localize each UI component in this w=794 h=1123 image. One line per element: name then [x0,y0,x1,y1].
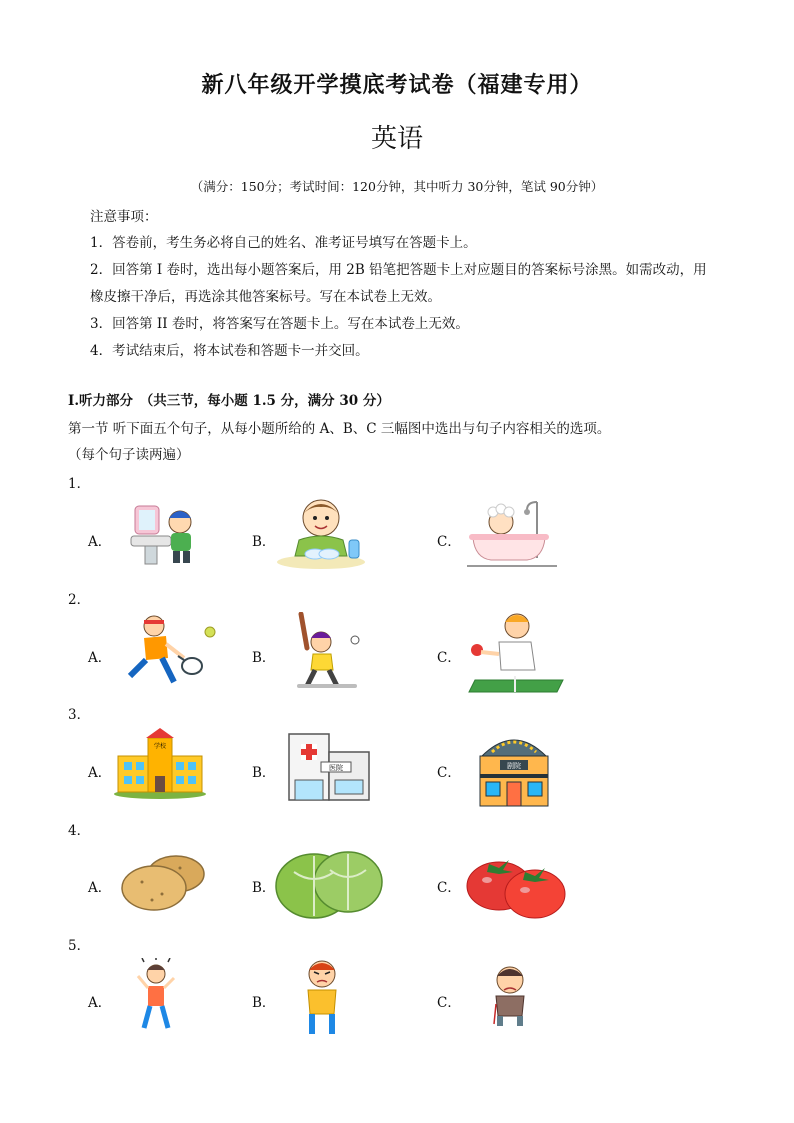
theater-sign: 剧院 [507,762,521,770]
cabbage-icon[interactable] [274,842,384,922]
question-number: 2． [68,592,91,608]
boy-bathing-icon[interactable] [467,498,559,570]
sad-boy-icon[interactable] [490,964,530,1030]
question-number: 1． [68,476,91,492]
notice-item: 2．回答第 I 卷时，选出每小题答案后，用 2B 铅笔把答题卡上对应题目的答案标号涂黑。如需改动，用 [90,262,707,278]
excited-boy-icon[interactable] [134,958,178,1034]
ping-pong-player-icon[interactable] [465,608,565,694]
option-b-label: B． [252,650,276,666]
subject-title: 英语 [370,124,423,154]
option-a-label: A． [88,650,112,666]
option-c-label: C． [437,765,461,781]
boy-washing-face-icon[interactable] [125,500,210,568]
exam-title: 新八年级开学摸底考试卷（福建专用） [201,72,593,98]
option-c-label: C． [437,880,461,896]
listening-heading: I.听力部分 （共三节，每小题 1.5 分，满分 30 分） [68,393,390,409]
option-a-label: A． [88,765,112,781]
exam-info: （满分：150分；考试时间：120分钟，其中听力 30分钟，笔试 90分钟） [190,179,604,194]
theater-building-icon[interactable] [474,730,554,808]
angry-boy-icon[interactable] [300,958,344,1038]
option-c-label: C． [437,650,461,666]
potatoes-icon[interactable] [118,848,208,914]
option-b-label: B． [252,765,276,781]
hospital-building-icon[interactable] [285,730,373,802]
tennis-player-icon[interactable] [118,610,218,692]
section1-instruction: 第一节 听下面五个句子，从每小题所给的 A、B、C 三幅图中选出与句子内容相关的选项。 [68,421,611,437]
option-b-label: B． [252,534,276,550]
boy-washing-hands-icon[interactable] [275,496,367,572]
question-number: 3． [68,707,91,723]
notice-item: 1．答卷前，考生务必将自己的姓名、准考证号填写在答题卡上。 [90,235,477,251]
notice-item: 3．回答第 II 卷时，将答案写在答题卡上。写在本试卷上无效。 [90,316,469,332]
tomatoes-icon[interactable] [463,848,569,920]
notice-item: 4．考试结束后，将本试卷和答题卡一并交回。 [90,343,369,359]
option-c-label: C． [437,995,461,1011]
option-c-label: C． [437,534,461,550]
school-sign: 学校 [153,743,167,750]
question-number: 5． [68,938,91,954]
option-a-label: A． [88,995,112,1011]
section1-note: （每个句子读两遍） [68,447,190,463]
notice-item: 橡皮擦干净后，再选涂其他答案标号。写在本试卷上无效。 [90,289,441,305]
option-a-label: A． [88,880,112,896]
option-a-label: A． [88,534,112,550]
option-b-label: B． [252,880,276,896]
school-building-icon[interactable] [112,726,208,800]
option-b-label: B． [252,995,276,1011]
question-number: 4． [68,823,91,839]
notice-heading: 注意事项： [90,209,158,225]
baseball-player-icon[interactable] [293,612,365,692]
hospital-sign: 医院 [329,764,343,772]
